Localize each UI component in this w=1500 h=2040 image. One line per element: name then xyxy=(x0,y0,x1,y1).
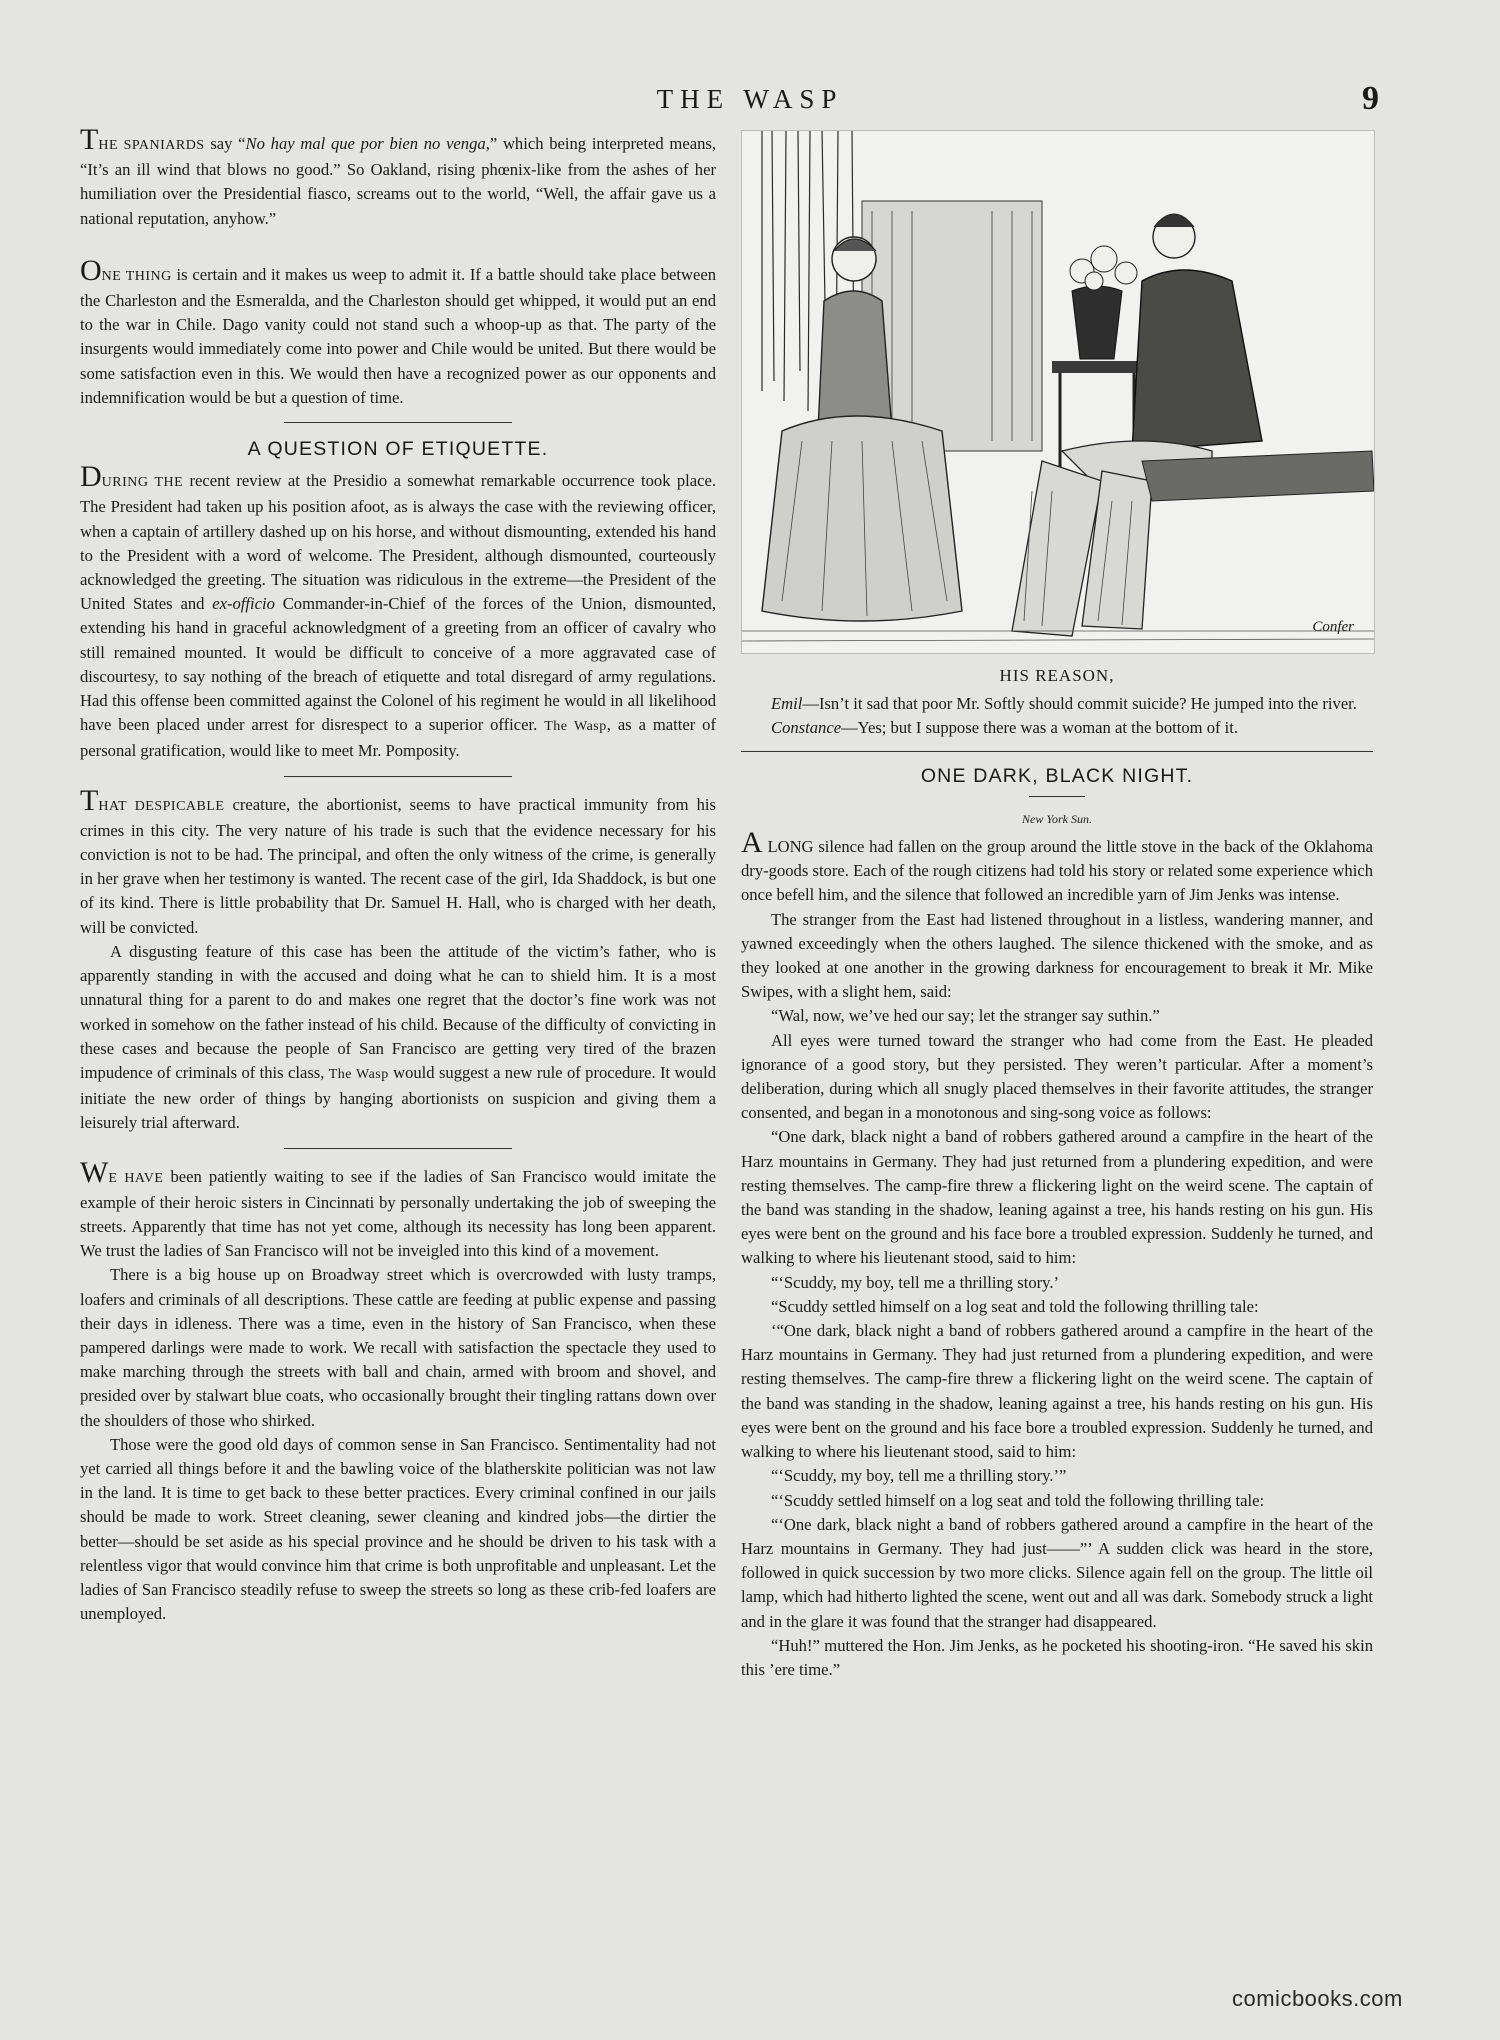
drawing-svg xyxy=(742,131,1374,653)
illustration-dialogue xyxy=(741,692,1373,740)
drop-cap: O xyxy=(80,253,102,287)
story-paragraph xyxy=(741,826,1373,908)
spacer xyxy=(80,231,716,261)
small-caps: HE SPANIARDS xyxy=(98,138,205,153)
chile-paragraph xyxy=(80,253,716,410)
watermark: comicbooks.com xyxy=(1232,1986,1403,2011)
speaker-name: Constance xyxy=(771,718,842,738)
small-caps: NE THING xyxy=(101,268,172,284)
masthead: THE WASP xyxy=(656,84,844,114)
ladies-paragraph-2: There is a big house up on Broadway street which is overcrowded with lusty tramps, loafers and criminals of all descriptions. These cattle are feeding at public expense and passing their days in idleness. There was a time, even in the history of San Francisco, when these pampered darlings were made to work. We recall with satisfaction the spectacle they used to make marching through the streets with ball and chain, armed with broom and shovel, and presided over by stalwart blue coats, who occasionally brought their tingling rattans down over the shoulders of those who shirked. xyxy=(80,1265,716,1430)
story-paragraph: The stranger from the East had listened throughout in a listless, wandering manner, and yawned exceedingly when the others laughed. The silence thickened with the smoke, and as they looked at one another in the growing darkness for encouragement to break it Mr. Mike Swipes, with a slight hem, said: xyxy=(741,909,1373,1002)
section-divider xyxy=(284,1148,512,1149)
small-caps: URING THE xyxy=(101,475,184,491)
story-paragraph: “‘Scuddy settled himself on a log seat and told the following thrilling tale: xyxy=(771,1490,1265,1510)
section-divider xyxy=(284,422,512,423)
story-source: New York Sun. xyxy=(1022,811,1092,826)
ladies-paragraph-3: Those were the good old days of common sense in San Francisco. Sentimentality had not yet carried all things before it and the bawling voice of the blatherskite politician was not law in the land. It is time to get back to these better practices. Every criminal confined in our jails should be made to work. Street cleaning, sewer cleaning and kindred jobs—the dirtier the better—should be set aside as his special province and he should be driven to his task with a relentless vigor that would convince him that crime is both unprofitable and unpleasant. Let the ladies of San Francisco steadily refuse to sweep the streets so long as these crib-fed loafers are unemployed. xyxy=(80,1434,716,1624)
text: creature, the abortionist, seems to have practical immunity from his crimes in this city. The very nature of his trade is such that the evidence necessary for his conviction is not to be had. The principal, and often the only witness of the crime, is generally in her grave when her testimony is wanted. The recent case of the girl, Ida Shaddock, is but one of its kind. There is little probability that Dr. Samuel H. Hall, who is charged with her death, will be convicted. xyxy=(80,794,716,937)
italic-text: ex-officio xyxy=(212,594,275,614)
wasp-name: The Wasp xyxy=(328,1066,389,1082)
drop-cap: D xyxy=(80,460,102,494)
story-paragraph: “Scuddy settled himself on a log seat and told the following thrilling tale: xyxy=(771,1296,1259,1316)
text: would suggest a new rule of procedure. It would initiate the new order of things by hanging abortionists on suspicion and giving them a leisurely trial afterward. xyxy=(80,1062,716,1133)
story-paragraph: “Wal, now, we’ve hed our say; let the stranger say suthin.” xyxy=(771,1006,1160,1026)
section-divider xyxy=(284,776,512,777)
drop-cap: W xyxy=(80,1155,109,1189)
page-header xyxy=(0,80,1500,124)
story-paragraph: “One dark, black night a band of robbers gathered around a campfire in the heart of the Harz mountains in Germany. They had just returned from a plundering expedition, and were resting themselves. The camp-fire threw a flickering light on the weird scene. The captain of the band was standing in the shadow, leaning against a tree, his hands resting on his gun. His eyes were bent on the ground and his face bore a troubled expression. Suddenly he turned, and walking to where his lieutenant stood, said to him: xyxy=(741,1127,1373,1268)
man-figure xyxy=(1012,214,1262,636)
small-caps: HAT DESPICABLE xyxy=(98,798,225,814)
text: Commander-in-Chief of the forces of the Union, dismounted, extending his hand in graceful acknowledgment of a greeting from an officer of cavalry who still remained mounted. It would be difficult to conceive of a more aggravated case of discourtesy, to say nothing of the breach of etiquette and total disregard of army regulations. Had this offense been committed against the Colonel of his regiment he would in all likelihood have been placed under arrest for disrespect to a superior officer. xyxy=(80,594,716,735)
etiquette-paragraph xyxy=(80,460,717,763)
his-reason-illustration xyxy=(741,130,1375,654)
text: been patiently waiting to see if the ladies of San Francisco would imitate the example of their heroic sisters in Cincinnati by personally undertaking the job of sweeping the streets. Apparently that time has not yet come, although its necessity has long been apparent. We trust the ladies of San Francisco will not be inveigled into this kind of a movement. xyxy=(80,1166,716,1261)
text: is certain and it makes us weep to admit it. If a battle should take place between the Charleston and the Esmeralda, and the Charleston should get whipped, it would put an end to the war in Chile. Dago vanity could not stand such a whoop-up as that. The party of the insurgents would immediately come into power and Chile would be united. But there would be some satisfaction even in this. We would then have a recognized power as our opponents and indemnification would be but a question of time. xyxy=(80,264,716,407)
abortionist-paragraph xyxy=(80,783,716,940)
ladies-paragraph xyxy=(80,1155,716,1264)
etiquette-title: A QUESTION OF ETIQUETTE. xyxy=(247,438,549,461)
drop-cap: T xyxy=(80,783,99,817)
title-rule xyxy=(1029,796,1085,797)
artist-signature: Confer xyxy=(1312,618,1354,635)
page-number: 9 xyxy=(1362,80,1379,117)
wasp-name: The Wasp xyxy=(544,719,607,735)
text: recent review at the Presidio a somewhat remarkable occurrence took place. The President had taken up his position afoot, as is always the case with the reviewing officer, when a captain of artillery dashed up on his horse, and without dismounting, extended his hand to the President with a word of welcome. The President, although dismounted, courteously acknowledged the greeting. The situation was ridiculous in the extreme—the President of the United States and xyxy=(80,471,717,614)
drop-cap: T xyxy=(80,123,99,156)
drop-cap: A xyxy=(741,826,763,860)
speaker-name: Emil xyxy=(771,694,803,714)
right-column xyxy=(741,130,1373,1682)
story-paragraph: ‘“One dark, black night a band of robbers gathered around a campfire in the heart of the Harz mountains in Germany. They had just returned from a plundering expedition, and were resting themselves. The camp-fire threw a flickering light on the weird scene. The captain of the band was standing in the shadow, leaning against a tree, his hands resting on his gun. His eyes were bent on the ground and his face bore a troubled expression. Suddenly he turned, and walking to where his lieutenant stood, said to him: xyxy=(741,1321,1373,1462)
section-divider xyxy=(741,751,1373,752)
spanish-quote: No hay mal que por bien no venga, xyxy=(245,134,490,153)
text: ” which being interpreted means, “It’s an ill wind that blows no good.” So Oakland, rising phœnix-like from the ashes of her humiliation over the Presidential fiasco, screams out to the world, “Well, the affair gave us a national reputation, anyhow.” xyxy=(80,134,716,228)
text: A disgusting feature of this case has been the attitude of the victim’s father, who is apparently standing in with the accused and doing what he can to shield him. It is a most unnatural thing for a parent to do and makes one regret that the doctor’s fine work was not worked in somehow on the father instead of his child. Because of the difficulty of convicting in these cases and because the people of San Francisco are getting very tired of the brazen impudence of criminals of this class, xyxy=(80,941,716,1082)
dialogue-line-emil xyxy=(741,692,1373,716)
left-column xyxy=(80,123,717,1626)
text: say “ xyxy=(204,134,246,153)
abortionist-paragraph-2 xyxy=(80,940,716,1136)
small-caps: E HAVE xyxy=(108,1170,164,1186)
story-paragraph: “Huh!” muttered the Hon. Jim Jenks, as he pocketed his shooting-iron. “He saved his skin this ’ere time.” xyxy=(741,1635,1373,1679)
story-paragraph: “‘Scuddy, my boy, tell me a thrilling story.’” xyxy=(771,1466,1067,1486)
text: , as a matter of personal gratification, would like to meet Mr. Pomposity. xyxy=(80,715,716,761)
story-title: ONE DARK, BLACK NIGHT. xyxy=(920,764,1194,787)
dialogue-line-constance xyxy=(741,716,1373,740)
story-paragraph: “‘One dark, black night a band of robbers gathered around a campfire in the heart of the Harz mountains in Germany. They had just——”’ A sudden click was heard in the store, followed in quick succession by two more clicks. Silence again fell on the group. The little oil lamp, which had hitherto lighted the scene, went out and all was dark. Somebody struck a light and in the glare it was found that the stranger had disappeared. xyxy=(741,1514,1373,1631)
text: —Yes; but I suppose there was a woman at the bottom of it. xyxy=(841,718,1239,738)
spaniards-paragraph xyxy=(80,123,716,231)
text: —Isn’t it sad that poor Mr. Softly should commit suicide? He jumped into the river. xyxy=(802,694,1357,714)
illustration-caption-title: HIS REASON, xyxy=(999,666,1115,685)
story-paragraph: All eyes were turned toward the stranger who had come from the East. He pleaded ignorance of a good story, but they persisted. They weren’t particular. After a moment’s deliberation, during which all snugly placed themselves in their favorite attitudes, the stranger consented, and began in a monotonous and sing-song voice as follows: xyxy=(741,1030,1373,1123)
text: LONG silence had fallen on the group around the little stove in the back of the Oklahoma dry-goods store. Each of the rough citizens had told his story or related some experience which once befell him, and the silence that followed an incredible yarn of Jim Jenks was intense. xyxy=(741,837,1373,905)
story-paragraph: “‘Scuddy, my boy, tell me a thrilling story.’ xyxy=(771,1272,1060,1292)
